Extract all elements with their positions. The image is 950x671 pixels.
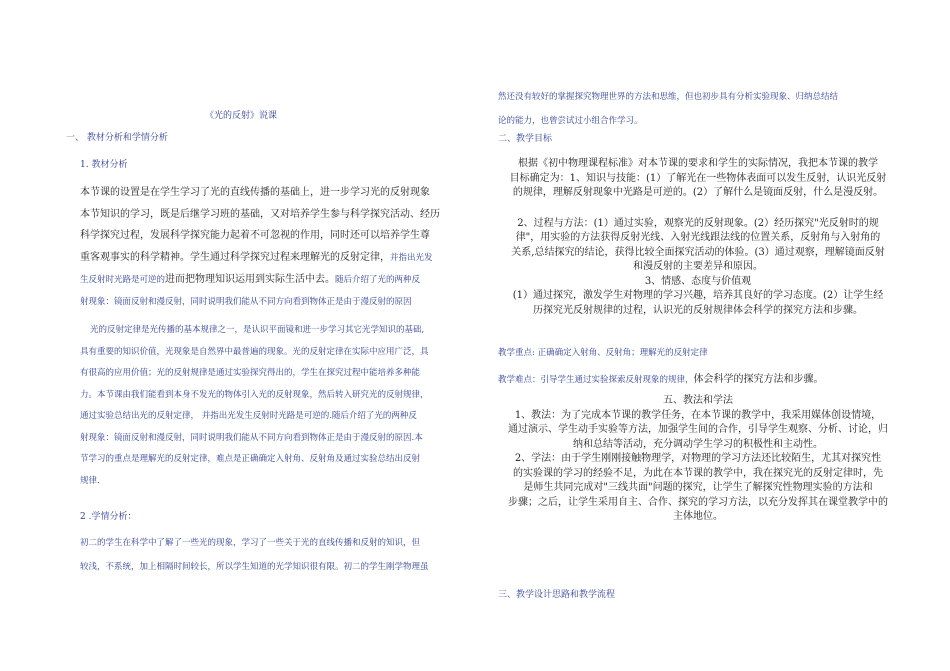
text-line: 论的能力，也曾尝试过小组合作学习。: [498, 116, 643, 126]
text-line: 2、学法：由于学生刚刚接触物理学，对物理的学习方法还比较陌生，尤其对探究性: [514, 453, 882, 464]
teaching-difficulty: [498, 370, 824, 385]
text-run-blue: 并指出光发: [390, 252, 433, 263]
text-line: 步骤；之后，让学生采用自主、合作、探究的学习方法，以充分发挥其在课堂教学中的: [508, 496, 888, 508]
paragraph-reflection-law: [80, 320, 470, 492]
text-line: 本节知识的学习，既是后继学习班的基础，又对培养学生参与科学探究活动、经历: [80, 208, 440, 220]
text-line: 节学习的重点是理解光的反射定律，难点是正确确定入射角、反射角及通过实验总结出反射: [80, 454, 421, 464]
text-line: 力。本节课由我们能看到本身不发光的物体引入光的反射现象，然后转入研究光的反射规律，: [80, 389, 429, 400]
subsection-heading-textbook-analysis: 1. 教材分析: [80, 160, 128, 170]
text-line: 的实验课的学习的经验不足，为此在本节课的教学中，我在探究光的反射定律时，先: [513, 467, 883, 479]
text-line: 历探究光反射规律的过程，认识光的反射规律体会科学的探究方法和步骤。: [533, 304, 863, 316]
text-line: 关系,总结探究的结论，获得比较全面探究活动的体验。(3）通过观察，理解镜面反射: [511, 246, 885, 258]
paragraph-textbook-analysis: [80, 182, 470, 313]
text-line: 1、教法：为了完成本节课的教学任务，在本节课的教学中，我采用媒体创设情境，: [514, 409, 882, 421]
text-line: 具有重要的知识价值，光现象是自然界中最普遍的现象。光的反射定律在实际中应用广泛，具: [80, 346, 429, 357]
paragraph-student-analysis: [80, 531, 470, 579]
text-line: 通过实验总结出光的反射定律， 并指出光发生反射时光路是可逆的.随后介绍了光的两种反: [80, 411, 417, 421]
teaching-methods-block: [478, 394, 918, 525]
subsection-heading-student-analysis: 2 .学情分析：: [80, 512, 137, 522]
spacer: [478, 201, 918, 217]
text-line: [80, 269, 470, 292]
text-line: 律"，用实验的方法获得反射光线、入射光线跟法线的位置关系，反射角与入射角的: [515, 232, 881, 243]
text-line: 射现象：镜面反射和漫反射，同时说明我们能从不同方向看到物体正是由于漫反射的原因: [80, 296, 412, 307]
text-line: 科学探究过程，发展科学探究能力起着不可忽视的作用，同时还可以培养学生尊: [80, 230, 430, 241]
text-run-blue: 生反射时光路是可逆的: [80, 275, 166, 285]
section-heading-1: 一、 教材分析和学情分析: [66, 133, 168, 143]
text-line: 根据《初中物理课程标准》对本节课的要求和学生的实际情况，我把本节课的教学: [518, 158, 878, 169]
text-line: 然还没有较好的掌握探究物理世界的方法和思维，但也初步具有分析实验现象、归纳总结结: [498, 92, 839, 102]
text-line: 通过演示、学生动手实验等方法，加强学生间的合作，引导学生观察、分析、讨论，归: [508, 424, 888, 435]
text-line: 目标确定为：1、知识与技能：(1）了解光在一些物体表面可以发生反射，认识光反射: [509, 172, 887, 184]
text-line: 2、过程与方法：(1）通过实验，观察光的反射现象。(2）经历探究"光反射时的规: [517, 217, 879, 229]
section-heading-5: 五、教法和学法: [663, 395, 733, 406]
text-line: 和漫反射的主要差异和原因。: [633, 261, 763, 272]
text-run: 体会科学的探究方法和步骤。: [693, 374, 824, 385]
text-line: 初二的学生在科学中了解了一些光的现象，学习了一些关于光的直线传播和反射的知识，但: [80, 538, 421, 548]
text-line: 较浅，不系统，加上相隔时间较长，所以学生知道的光学知识很有限。初二的学生刚学物理虽: [80, 562, 429, 572]
text-line: 是师生共同完成对"三线共面"问题的探究，让学生了解探究性物理实验的方法和: [523, 482, 873, 493]
teaching-key-point: 教学重点: 正确确定入射角、反射角；理解光的反射定律: [498, 348, 708, 358]
paragraph-student-analysis-continued: [498, 85, 918, 133]
text-line: 的规律，理解反射现象中光路是可逆的。(2）了解什么是镜面反射，什么是漫反射。: [512, 187, 884, 198]
text-line: (1）通过探究，激发学生对物理的学习兴趣，培养其良好的学习态度。(2）让学生经: [512, 290, 884, 301]
text-run-blue: 教学难点：引导学生通过实验探索反射现象的规律，: [498, 375, 694, 385]
section-heading-2: 二、教学目标: [498, 134, 553, 144]
text-line: 主体地位。: [673, 511, 723, 522]
text-line: 本节课的设置是在学生学习了光的直线传播的基础上，进一步学习光的反射现象: [80, 187, 430, 198]
text-run-blue: 随后介绍了光的两种反: [335, 275, 421, 285]
teaching-goals-block: [478, 157, 918, 318]
text-line: 射现象：镜面反射和漫反射，同时说明我们能从不同方向看到物体正是由于漫反射的原因.本: [80, 432, 423, 443]
text-line: [80, 247, 470, 270]
document-title: 《光的反射》说课: [205, 111, 278, 121]
text-run: 重客观事实的科学精神。学生通过科学探究过程来理解光的反射定律，: [80, 251, 390, 263]
text-line: 纳和总结等活动，充分调动学生学习的积极性和主动性。: [573, 438, 823, 450]
text-line: 3、情感、态度与价值观: [644, 275, 752, 287]
text-line: 光的反射定律是光传播的基本规律之一，是认识平面镜和进一步学习其它光学知识的基础,: [90, 325, 425, 335]
section-heading-3: 三、教学设计思路和教学流程: [498, 590, 616, 600]
text-line: 有很高的应用价值；光的反射规律是通过实验探究得出的，学生在探究过程中能培养多种能: [80, 368, 421, 378]
text-line: 规律.: [80, 475, 100, 486]
text-run: 进而把物理知识运用到实际生活中去。: [165, 274, 336, 285]
